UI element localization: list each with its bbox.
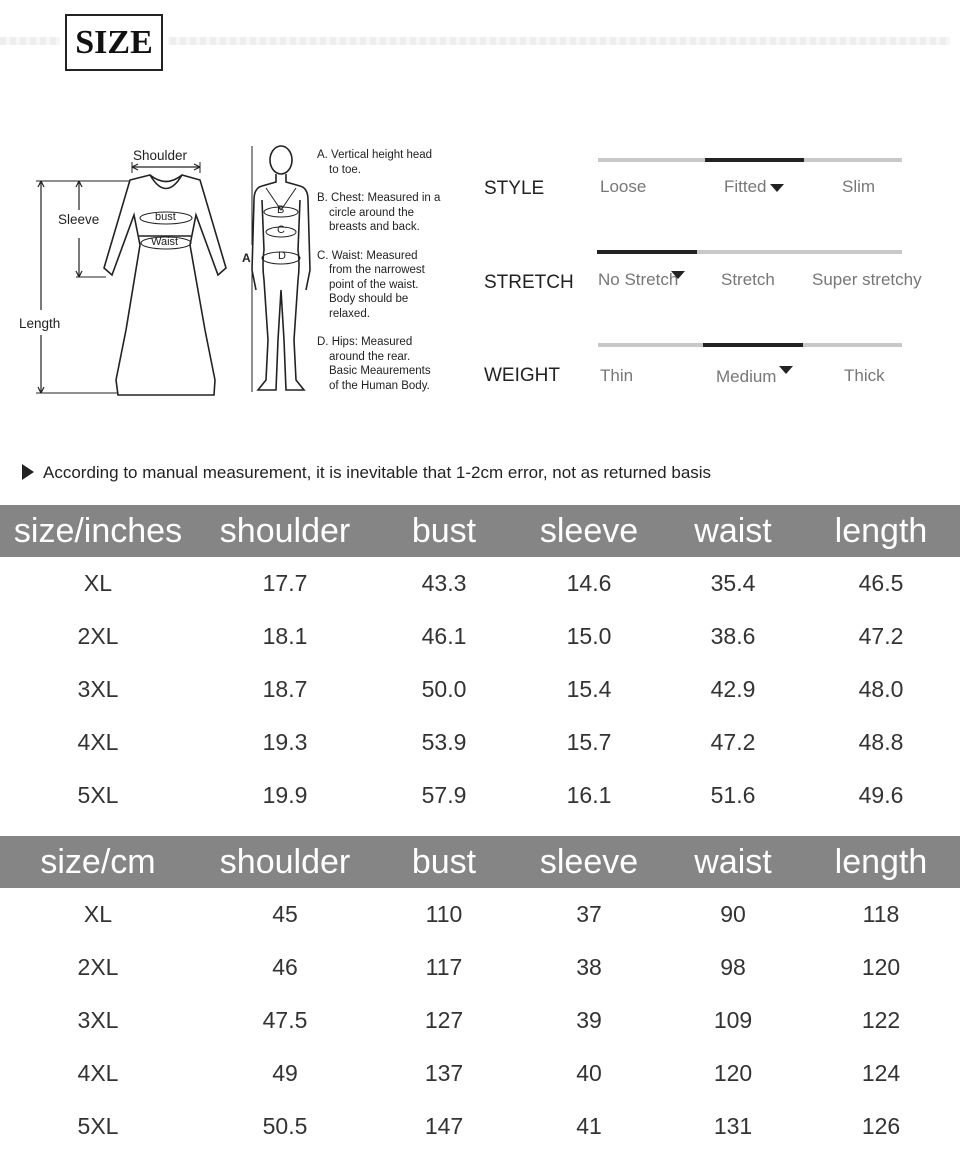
- cell: 46.1: [421, 623, 467, 649]
- attr-weight-label: WEIGHT: [484, 365, 560, 386]
- cell: 37: [576, 901, 602, 927]
- header-shoulder: shoulder: [219, 842, 351, 881]
- note-c: C. Waist: Measured from the narrowest point of the waist. Body should be relaxed.: [317, 249, 425, 320]
- dress-outline: [104, 175, 226, 395]
- cell: 2XL: [77, 623, 119, 649]
- cell: 2XL: [77, 954, 119, 980]
- stretch-selected-bar: [597, 250, 697, 254]
- table-row: [0, 888, 960, 941]
- header-shoulder: shoulder: [219, 511, 351, 550]
- cell: 98: [720, 954, 746, 980]
- label-c: C: [277, 224, 285, 236]
- cell: 3XL: [77, 1007, 119, 1033]
- table-row: [0, 994, 960, 1047]
- cell: 131: [713, 1113, 753, 1139]
- weight-selected-bar: [703, 343, 803, 347]
- cell: 48.0: [858, 676, 904, 702]
- selected-marker-icon: [779, 366, 793, 374]
- cell: 14.6: [566, 570, 612, 596]
- size-table-inches: [0, 505, 960, 822]
- cell: 47.5: [262, 1007, 308, 1033]
- table-header: [0, 836, 960, 888]
- header-bust: bust: [411, 842, 477, 881]
- header-length: length: [834, 842, 928, 881]
- cell: 127: [424, 1007, 464, 1033]
- table-header: [0, 505, 960, 557]
- cell: 39: [576, 1007, 602, 1033]
- table-row: [0, 1047, 960, 1100]
- cell: 15.4: [566, 676, 612, 702]
- cell: 45: [272, 901, 298, 927]
- weight-option-thin: Thin: [600, 366, 634, 385]
- stretch-option-stretch: Stretch: [721, 270, 775, 289]
- attr-stretch-label: STRETCH: [484, 272, 574, 293]
- cell: 4XL: [77, 729, 119, 755]
- label-a: A: [242, 251, 251, 265]
- cell: 51.6: [710, 782, 756, 808]
- waist-label: Waist: [151, 236, 179, 248]
- cell: 35.4: [710, 570, 756, 596]
- cell: 18.7: [262, 676, 308, 702]
- selected-marker-icon: [671, 271, 685, 279]
- weight-option-thick: Thick: [844, 366, 885, 385]
- cell: 46: [272, 954, 298, 980]
- measurement-notes: [317, 148, 457, 407]
- shoulder-label: Shoulder: [133, 148, 188, 163]
- header-length: length: [834, 511, 928, 550]
- cell: 120: [861, 954, 901, 980]
- header-sleeve: sleeve: [539, 511, 639, 550]
- sleeve-label: Sleeve: [58, 212, 100, 227]
- cell: 137: [424, 1060, 464, 1086]
- note-a: A. Vertical height head to toe.: [317, 149, 433, 176]
- cell: 16.1: [566, 782, 612, 808]
- cell: 49: [272, 1060, 298, 1086]
- cell: 4XL: [77, 1060, 119, 1086]
- cell: 15.7: [566, 729, 612, 755]
- cell: 17.7: [262, 570, 308, 596]
- cell: 43.3: [421, 570, 467, 596]
- label-d: D: [278, 250, 286, 262]
- cell: 124: [861, 1060, 901, 1086]
- table-row: [0, 663, 960, 716]
- style-option-fitted: Fitted: [724, 177, 784, 197]
- table-row: [0, 769, 960, 822]
- stretch-option-super: Super stretchy: [812, 270, 922, 289]
- cell: 120: [713, 1060, 753, 1086]
- bust-label: bust: [155, 211, 176, 223]
- header-waist: waist: [694, 511, 772, 550]
- cell: 126: [861, 1113, 901, 1139]
- attr-style-label: STYLE: [484, 178, 545, 199]
- weight-option-medium: Medium: [716, 366, 793, 387]
- header-sleeve: sleeve: [539, 842, 639, 881]
- selected-marker-icon: [770, 184, 784, 192]
- header-waist: waist: [694, 842, 772, 881]
- size-table-cm: [0, 836, 960, 1153]
- cell: 47.2: [710, 729, 756, 755]
- cell: 38: [576, 954, 602, 980]
- cell: 3XL: [77, 676, 119, 702]
- cell: XL: [83, 901, 113, 927]
- table-row: [0, 610, 960, 663]
- note-d: D. Hips: Measured around the rear. Basic Meaurements of the Human Body.: [317, 336, 431, 392]
- cell: XL: [83, 570, 113, 596]
- length-label: Length: [19, 316, 61, 331]
- table-row: [0, 941, 960, 994]
- table-row: [0, 1100, 960, 1153]
- cell: 109: [713, 1007, 753, 1033]
- page-title: SIZE: [65, 14, 163, 71]
- play-triangle-icon: [22, 464, 34, 480]
- cell: 118: [862, 901, 900, 927]
- cell: 42.9: [710, 676, 756, 702]
- header-size: size/inches: [13, 511, 183, 550]
- header-bust: bust: [411, 511, 477, 550]
- header-size: size/cm: [40, 842, 156, 881]
- cell: 19.9: [262, 782, 308, 808]
- cell: 5XL: [77, 1113, 119, 1139]
- measurement-disclaimer: According to manual measurement, it is inevitable that 1-2cm error, not as returned basis: [22, 463, 711, 483]
- cell: 40: [576, 1060, 602, 1086]
- cell: 50.0: [421, 676, 467, 702]
- cell: 46.5: [858, 570, 904, 596]
- cell: 48.8: [858, 729, 904, 755]
- note-b: B. Chest: Measured in a circle around the breasts and back.: [317, 192, 441, 233]
- cell: 50.5: [262, 1113, 308, 1139]
- cell: 47.2: [858, 623, 904, 649]
- cell: 18.1: [262, 623, 308, 649]
- cell: 5XL: [77, 782, 119, 808]
- cell: 147: [424, 1113, 464, 1139]
- style-selected-bar: [705, 158, 804, 162]
- cell: 49.6: [858, 782, 904, 808]
- style-option-slim: Slim: [842, 177, 876, 196]
- style-option-loose: Loose: [600, 177, 647, 196]
- stretch-option-none: No Stretch: [598, 270, 679, 289]
- cell: 15.0: [566, 623, 612, 649]
- cell: 19.3: [262, 729, 308, 755]
- table-row: [0, 557, 960, 610]
- cell: 57.9: [421, 782, 467, 808]
- table-row: [0, 716, 960, 769]
- cell: 122: [861, 1007, 901, 1033]
- cell: 90: [720, 901, 746, 927]
- cell: 53.9: [421, 729, 467, 755]
- cell: 38.6: [710, 623, 756, 649]
- cell: 117: [425, 954, 463, 980]
- cell: 110: [425, 901, 463, 927]
- cell: 41: [576, 1113, 602, 1139]
- label-b: B: [277, 204, 285, 216]
